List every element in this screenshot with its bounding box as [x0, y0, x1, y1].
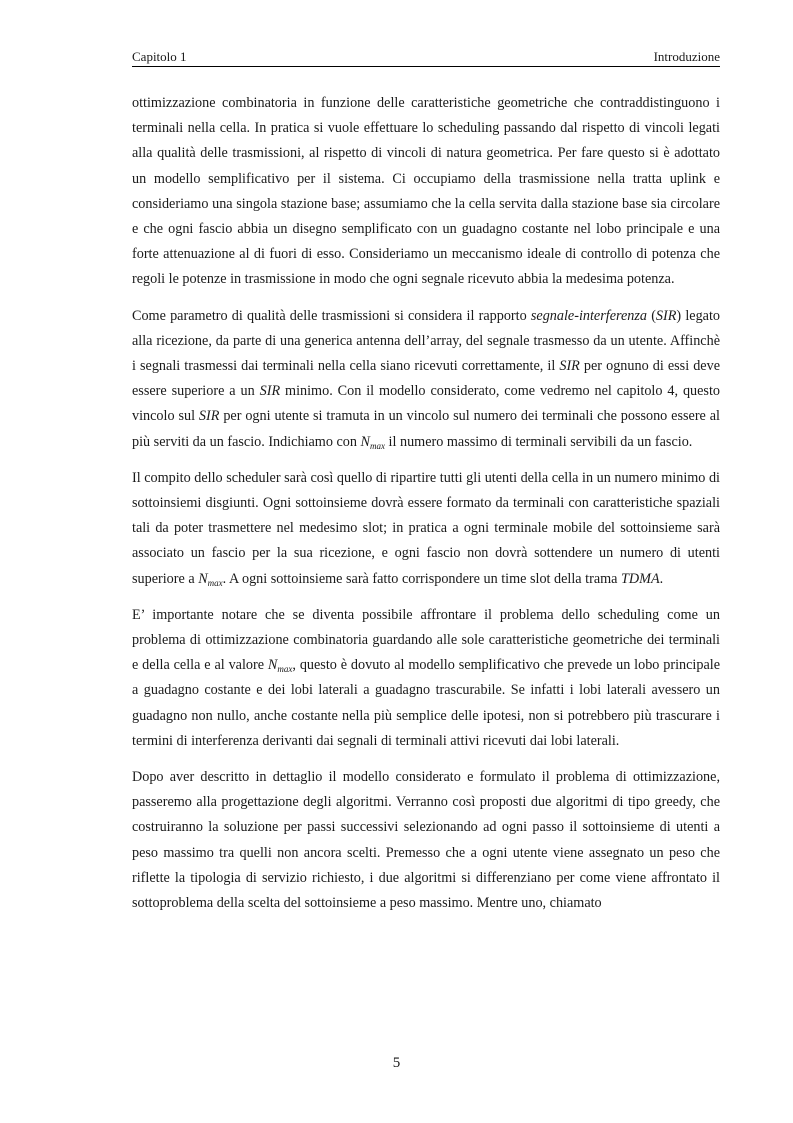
text-run: per ognuno di essi deve essere superiore a un — [132, 358, 720, 400]
paragraph-1: ottimizzazione combinatoria in funzione delle caratteristiche geometriche che contraddistinguono i terminali nella cella. In pratica si vuole effettuare lo scheduling passando dal rispetto di vincoli legati alla qualità delle trasmissioni, al rispetto di vincoli di natura geometrica. Per fare questo si è adottato un modello semplificativo per il sistema. Ci occupiamo della trasmissione nella tratta uplink e consideriamo una singola stazione base; assumiamo che la cella servita dalla stazione base sia circolare e che ogni fascio abbia un disegno semplificato con un guadagno costante nel lobo principale e una forte attenuazione al di fuori di esso. Consideriamo un meccanismo ideale di controllo di potenza che regoli le potenze in trasmissione in modo che ogni segnale ricevuto abbia la medesima potenza. — [132, 95, 720, 288]
italic-term: SIR — [559, 358, 580, 375]
text-run: . — [659, 570, 664, 587]
text-run: , questo è dovuto al modello semplificativo che prevede un lobo principale a guadagno costante e dei lobi laterali a guadagno trascurabile. Se infatti i lobi laterali avessero un guadagno non nullo, anche costante nella più semplice delle ipotesi, non si potrebbero più trascurare i termini di interferenza derivanti dai segnali di terminali attivi ricevuti dai lobi laterali. — [132, 657, 720, 749]
nmax-symbol: N — [267, 657, 278, 674]
text-run: per ogni utente si tramuta in un vincolo sul numero dei terminali che possono essere al più serviti da un fascio. Indichiamo con — [132, 408, 720, 450]
italic-term: SIR — [259, 383, 281, 400]
nmax-subscript: max — [207, 577, 223, 588]
text-run: Come parametro di qualità delle trasmissioni si considera il rapporto — [132, 307, 531, 324]
header-rule — [132, 66, 720, 67]
italic-term: SIR — [198, 408, 220, 425]
header-section: Introduzione — [653, 49, 720, 64]
text-run: ) legato alla ricezione, da parte di una generica antenna dell’array, del segnale trasmesso da un utente. Affinchè i segnali trasmessi dai terminali nella cella siano ricevuti correttamente, il — [132, 307, 721, 375]
text-run: il numero massimo di terminali servibili da un fascio. — [385, 433, 693, 450]
text-run: ( — [647, 307, 656, 324]
text-run: Il compito dello scheduler sarà così quello di ripartire tutti gli utenti della cella in un numero minimo di sottoinsiemi disgiunti. Ogni sottoinsieme dovrà essere formato da terminali con caratteristiche spaziali tali da poter trasmettere nel medesimo slot; in pratica a ogni terminale mobile del sottoinsieme sarà associato un fascio per la sua ricezione, e ogni fascio non dovrà sottendere un numero di utenti superiore a — [132, 469, 720, 587]
text-run: . A ogni sottoinsieme sarà fatto corrispondere un time slot della trama — [222, 570, 621, 587]
text-run: minimo. Con il modello considerato, come vedremo nel capitolo 4, questo vincolo sul — [132, 383, 720, 425]
text-run: E’ importante notare che se diventa possibile affrontare il problema dello scheduling come un problema di ottimizzazione combinatoria guardando alle sole caratteristiche geometriche dei terminali e della cella e al valore — [132, 606, 720, 674]
paragraph-2 — [132, 304, 720, 455]
paragraph-4 — [132, 603, 720, 754]
nmax-subscript: max — [370, 440, 385, 451]
page-number: 5 — [392, 1055, 401, 1071]
italic-term: segnale-interferenza — [530, 307, 647, 324]
italic-term: TDMA — [621, 570, 660, 587]
nmax-symbol: N — [360, 433, 370, 450]
paragraph-5: Dopo aver descritto in dettaglio il modello considerato e formulato il problema di ottimizzazione, passeremo alla progettazione degli algoritmi. Verranno così proposti due algoritmi di tipo greedy, che costruiranno la soluzione per passi successivi selezionando ad ogni passo il sottoinsieme di utenti a peso massimo tra quelli non ancora scelti. Premesso che a ogni utente viene assegnato un peso che riflette la tipologia di servizio richiesto, i due algoritmi si differenziano per come viene affrontato il sottoproblema della scelta del sottoinsieme a peso massimo. Mentre uno, chiamato — [132, 769, 720, 912]
nmax-symbol: N — [198, 570, 208, 587]
nmax-subscript: max — [277, 664, 293, 675]
italic-term: SIR — [655, 307, 677, 324]
paragraph-3 — [132, 466, 720, 592]
page-body — [132, 91, 720, 916]
running-header — [132, 48, 720, 66]
header-chapter: Capitolo 1 — [132, 49, 187, 64]
